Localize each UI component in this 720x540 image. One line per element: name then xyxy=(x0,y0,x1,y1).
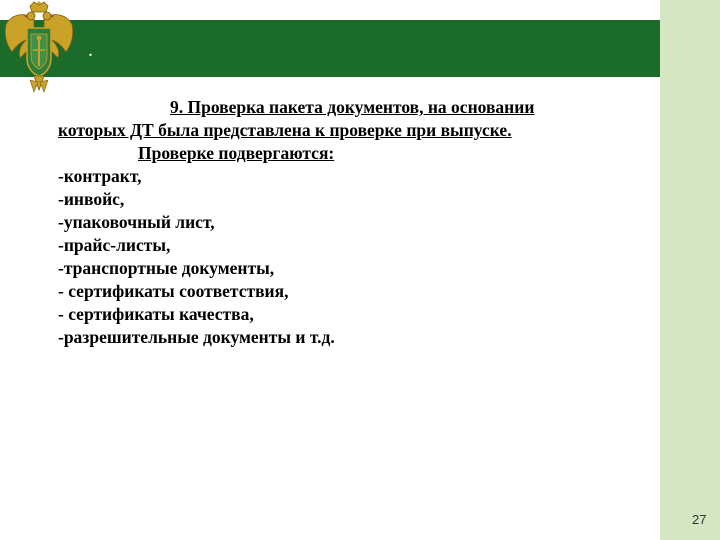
list-item: -контракт, xyxy=(58,166,142,186)
slide-title-line-1: 9. Проверка пакета документов, на основании xyxy=(170,97,535,117)
page-number: 27 xyxy=(692,512,707,527)
document-list xyxy=(58,165,648,349)
header-band xyxy=(0,20,660,77)
slide-content xyxy=(58,96,648,349)
list-item: -разрешительные документы и т.д. xyxy=(58,327,335,347)
list-item: - сертификаты соответствия, xyxy=(58,281,289,301)
list-item: -упаковочный лист, xyxy=(58,212,215,232)
list-item: -прайс-листы, xyxy=(58,235,171,255)
list-item: -транспортные документы, xyxy=(58,258,275,278)
slide-subtitle: Проверке подвергаются: xyxy=(138,143,335,163)
header-marker: . xyxy=(88,39,93,61)
list-item: - сертификаты качества, xyxy=(58,304,254,324)
slide-title-line-2: которых ДТ была представлена к проверке при выпуске. xyxy=(58,120,512,140)
list-item: -инвойс, xyxy=(58,189,125,209)
double-headed-eagle-emblem-icon xyxy=(0,0,78,98)
side-panel xyxy=(660,0,720,540)
